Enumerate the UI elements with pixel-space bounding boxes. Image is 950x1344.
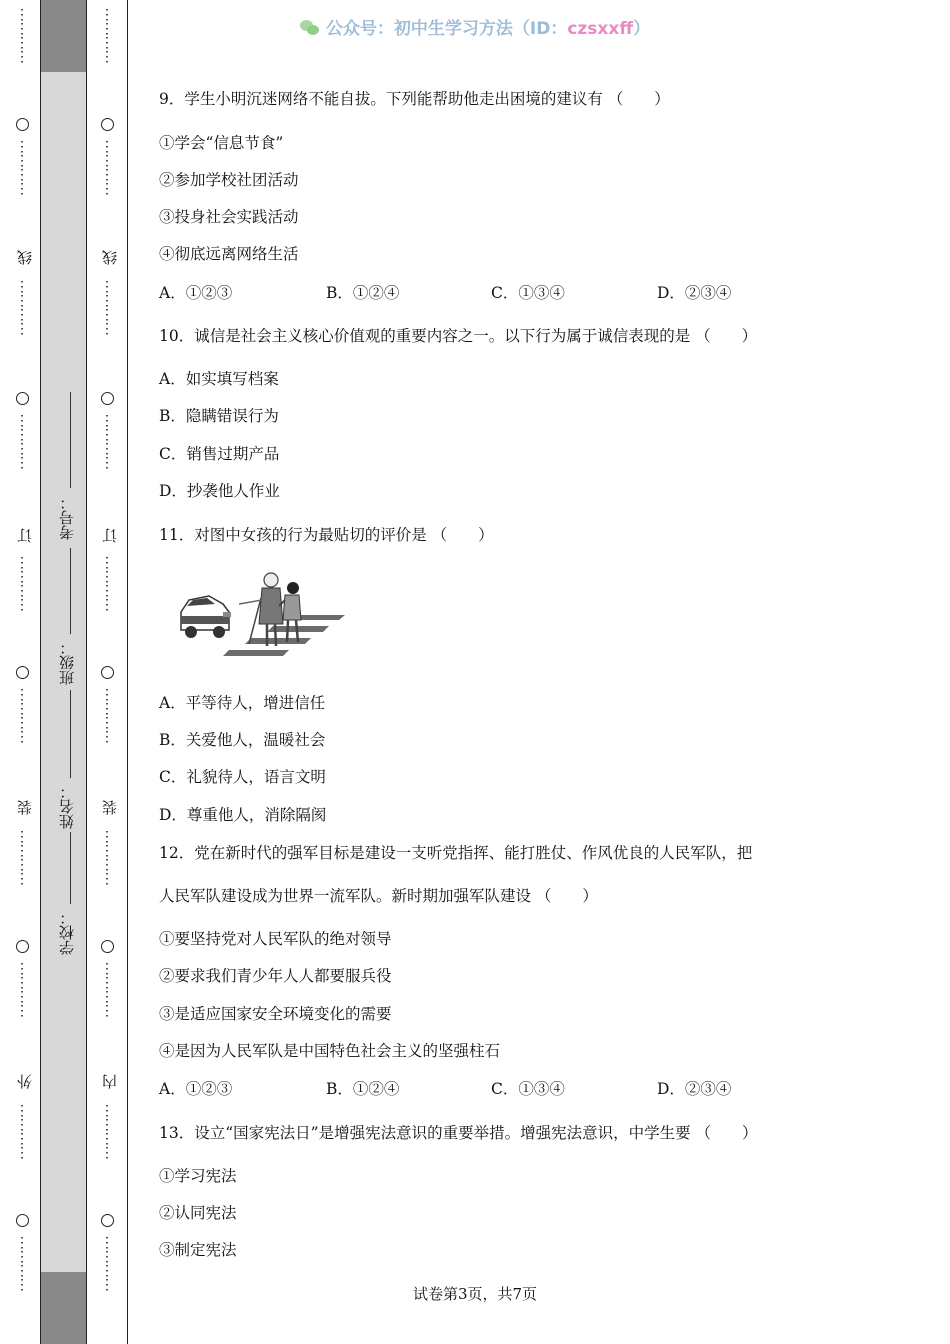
q10-stem: 10．诚信是社会主义核心价值观的重要内容之一。以下行为属于诚信表现的是 （ ） xyxy=(159,327,758,345)
dots-inner-5: ⋮ ⋮ ⋮ ⋮ xyxy=(100,555,114,613)
q9-item-2: ②参加学校社团活动 xyxy=(159,171,299,189)
outer-char-zhuang: 装 xyxy=(16,800,34,815)
q11-option-b[interactable]: B．关爱他人，温暖社会 xyxy=(159,731,326,749)
page-footer: 试卷第3页，共7页 xyxy=(412,1285,538,1303)
field-exam-number-label: 考号： xyxy=(58,495,76,540)
q10-option-b[interactable]: B．隐瞒错误行为 xyxy=(159,407,279,425)
dots-inner-4: ⋮ ⋮ ⋮ ⋮ xyxy=(100,413,114,471)
dots-outer-9: ⋮ ⋮ ⋮ ⋮ xyxy=(15,1103,29,1161)
dots-outer-5: ⋮ ⋮ ⋮ ⋮ xyxy=(15,555,29,613)
circle-inner-3 xyxy=(101,666,114,679)
q12-item-2: ②要求我们青少年人人都要服兵役 xyxy=(159,967,392,985)
circle-inner-4 xyxy=(101,940,114,953)
header-label: 公众号：初中生学习方法（ID： xyxy=(325,19,568,39)
field-class-label: 班级： xyxy=(58,640,76,685)
dots-outer-7: ⋮ ⋮ ⋮ ⋮ xyxy=(15,829,29,887)
q11-option-c[interactable]: C．礼貌待人，语言文明 xyxy=(159,768,326,786)
q9-stem: 9．学生小明沉迷网络不能自拔。下列能帮助他走出困境的建议有 （ ） xyxy=(159,90,670,108)
circle-outer-2 xyxy=(16,392,29,405)
q10-option-a[interactable]: A．如实填写档案 xyxy=(159,370,279,388)
q12-item-4: ④是因为人民军队是中国特色社会主义的坚强柱石 xyxy=(159,1042,501,1060)
q9-item-1: ①学会“信息节食” xyxy=(159,134,284,152)
dots-inner-6: ⋮ ⋮ ⋮ ⋮ xyxy=(100,687,114,745)
q12-option-d[interactable]: D．②③④ xyxy=(657,1080,732,1098)
q9-option-c[interactable]: C．①③④ xyxy=(491,284,565,302)
q10-option-d[interactable]: D．抄袭他人作业 xyxy=(159,482,280,500)
dots-outer-1: ⋮ ⋮ ⋮ ⋮ xyxy=(15,7,29,65)
q11-option-a[interactable]: A．平等待人，增进信任 xyxy=(159,694,326,712)
dots-inner-10: ⋮ ⋮ ⋮ ⋮ xyxy=(100,1235,114,1293)
margin-line-2 xyxy=(86,0,87,1344)
q13-item-3: ③制定宪法 xyxy=(159,1241,237,1259)
q9-item-4: ④彻底远离网络生活 xyxy=(159,245,299,263)
circle-outer-1 xyxy=(16,118,29,131)
circle-outer-4 xyxy=(16,940,29,953)
field-name-label: 姓名： xyxy=(58,784,76,829)
q12-item-1: ①要坚持党对人民军队的绝对领导 xyxy=(159,930,392,948)
dots-inner-2: ⋮ ⋮ ⋮ ⋮ xyxy=(100,139,114,197)
dots-outer-8: ⋮ ⋮ ⋮ ⋮ xyxy=(15,961,29,1019)
header-brand: czsxxff xyxy=(567,19,634,39)
q11-stem: 11．对图中女孩的行为最贴切的评价是 （ ） xyxy=(159,526,494,544)
outer-char-xian: 线 xyxy=(16,250,34,265)
q12-option-a[interactable]: A．①②③ xyxy=(159,1080,233,1098)
dots-outer-2: ⋮ ⋮ ⋮ ⋮ xyxy=(15,139,29,197)
header-suffix: ） xyxy=(633,19,651,39)
outer-char-wai: 外 xyxy=(16,1074,34,1089)
q13-stem: 13．设立“国家宪法日”是增强宪法意识的重要举措。增强宪法意识，中学生要 （ ） xyxy=(159,1124,758,1142)
q9-option-b[interactable]: B．①②④ xyxy=(326,284,400,302)
q12-option-c[interactable]: C．①③④ xyxy=(491,1080,565,1098)
circle-outer-5 xyxy=(16,1214,29,1227)
field-exam-number-line[interactable] xyxy=(70,392,71,488)
dots-outer-4: ⋮ ⋮ ⋮ ⋮ xyxy=(15,413,29,471)
field-name-line[interactable] xyxy=(70,690,71,778)
q12-item-3: ③是适应国家安全环境变化的需要 xyxy=(159,1005,392,1023)
dots-inner-9: ⋮ ⋮ ⋮ ⋮ xyxy=(100,1103,114,1161)
dots-outer-3: ⋮ ⋮ ⋮ ⋮ xyxy=(15,279,29,337)
q11-option-d[interactable]: D．尊重他人，消除隔阂 xyxy=(159,806,327,824)
circle-inner-1 xyxy=(101,118,114,131)
circle-outer-3 xyxy=(16,666,29,679)
dots-inner-3: ⋮ ⋮ ⋮ ⋮ xyxy=(100,279,114,337)
outer-char-ding: 订 xyxy=(16,528,34,543)
field-school-line[interactable] xyxy=(70,832,71,904)
watermark-header xyxy=(0,14,950,39)
margin-line-1 xyxy=(40,0,41,1344)
q9-item-3: ③投身社会实践活动 xyxy=(159,208,299,226)
inner-char-zhuang: 装 xyxy=(101,800,119,815)
q12-stem-line-2: 人民军队建设成为世界一流军队。新时期加强军队建设 （ ） xyxy=(159,887,598,905)
q11-illustration-girl-helping-elderly xyxy=(179,570,347,666)
field-class-line[interactable] xyxy=(70,548,71,634)
field-school-label: 学校： xyxy=(58,910,76,955)
dots-inner-1: ⋮ ⋮ ⋮ ⋮ xyxy=(100,7,114,65)
dots-outer-6: ⋮ ⋮ ⋮ ⋮ xyxy=(15,687,29,745)
dots-outer-10: ⋮ ⋮ ⋮ ⋮ xyxy=(15,1235,29,1293)
margin-line-3 xyxy=(127,0,128,1344)
q13-item-1: ①学习宪法 xyxy=(159,1167,237,1185)
inner-char-xian: 线 xyxy=(101,250,119,265)
dots-inner-8: ⋮ ⋮ ⋮ ⋮ xyxy=(100,961,114,1019)
q12-stem-line-1: 12．党在新时代的强军目标是建设一支听党指挥、能打胜仗、作风优良的人民军队，把 xyxy=(159,844,753,862)
q13-item-2: ②认同宪法 xyxy=(159,1204,237,1222)
wechat-icon xyxy=(300,20,320,36)
inner-char-ding: 订 xyxy=(101,528,119,543)
circle-inner-5 xyxy=(101,1214,114,1227)
dots-inner-7: ⋮ ⋮ ⋮ ⋮ xyxy=(100,829,114,887)
q9-option-d[interactable]: D．②③④ xyxy=(657,284,732,302)
q10-option-c[interactable]: C．销售过期产品 xyxy=(159,445,280,463)
q12-option-b[interactable]: B．①②④ xyxy=(326,1080,400,1098)
circle-inner-2 xyxy=(101,392,114,405)
inner-char-nei: 内 xyxy=(101,1074,119,1089)
q9-option-a[interactable]: A．①②③ xyxy=(159,284,233,302)
